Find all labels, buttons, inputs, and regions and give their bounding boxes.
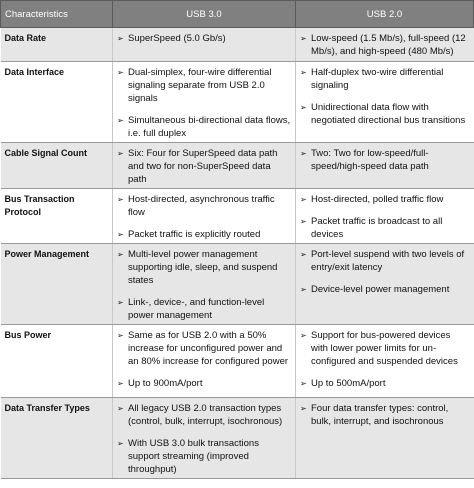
usb3-cell	[113, 244, 296, 325]
bullet-text: Low-speed (1.5 Mb/s), full-speed (12 Mb/s), and high-speed (480 Mb/s)	[311, 33, 466, 57]
table-row	[1, 189, 474, 244]
usb2-cell	[296, 244, 474, 325]
bullet-item	[117, 114, 291, 140]
bullet-text: Up to 500mA/port	[311, 378, 386, 389]
row-label: Bus Power	[1, 325, 113, 398]
arrow-bullet-icon: ➢	[300, 195, 307, 204]
bullet-item	[300, 248, 470, 274]
header-row	[1, 1, 474, 28]
usb2-cell	[296, 189, 474, 244]
usb2-cell	[296, 28, 474, 62]
arrow-bullet-icon: ➢	[117, 68, 124, 77]
table-row	[1, 62, 474, 143]
header-usb3: USB 3.0	[113, 1, 296, 28]
arrow-bullet-icon: ➢	[117, 149, 124, 158]
bullet-item	[117, 193, 291, 219]
table-row	[1, 244, 474, 325]
bullet-item	[300, 101, 470, 127]
arrow-bullet-icon: ➢	[117, 195, 124, 204]
bullet-text: Packet traffic is explicitly routed	[128, 229, 261, 240]
row-label: Bus Transaction Protocol	[1, 189, 113, 244]
bullet-item	[117, 66, 291, 105]
arrow-bullet-icon: ➢	[300, 34, 307, 43]
usb2-cell	[296, 398, 474, 479]
arrow-bullet-icon: ➢	[300, 149, 307, 158]
bullet-text: Port-level suspend with two levels of entry/exit latency	[311, 249, 465, 273]
arrow-bullet-icon: ➢	[117, 298, 124, 307]
arrow-bullet-icon: ➢	[300, 379, 307, 388]
bullet-item	[117, 248, 291, 287]
arrow-bullet-icon: ➢	[117, 404, 124, 413]
bullet-text: Host-directed, polled traffic flow	[311, 194, 444, 205]
bullet-item	[300, 283, 470, 296]
bullet-text: Four data transfer types: control, bulk, interrupt, and isochronous	[311, 403, 449, 427]
usb3-cell	[113, 398, 296, 479]
bullet-item	[117, 402, 291, 428]
arrow-bullet-icon: ➢	[117, 116, 124, 125]
arrow-bullet-icon: ➢	[117, 439, 124, 448]
table-row	[1, 28, 474, 62]
table-row	[1, 143, 474, 189]
bullet-text: Simultaneous bi-directional data flows, i.e. full duplex	[128, 115, 291, 139]
row-label: Power Management	[1, 244, 113, 325]
bullet-item	[300, 32, 470, 58]
bullet-text: Support for bus-powered devices with lower power limits for un-configured and suspended devices	[311, 330, 458, 367]
arrow-bullet-icon: ➢	[300, 103, 307, 112]
bullet-text: Link-, device-, and function-level power management	[128, 297, 265, 321]
bullet-item	[300, 147, 470, 173]
arrow-bullet-icon: ➢	[300, 404, 307, 413]
header-usb2: USB 2.0	[296, 1, 474, 28]
bullet-item	[117, 296, 291, 322]
bullet-item	[300, 193, 470, 206]
arrow-bullet-icon: ➢	[117, 379, 124, 388]
bullet-text: Same as for USB 2.0 with a 50% increase for unconfigured power and an 80% increase for configured power	[128, 330, 289, 367]
bullet-item	[300, 377, 470, 390]
row-label: Data Interface	[1, 62, 113, 143]
bullet-item	[117, 377, 291, 390]
arrow-bullet-icon: ➢	[300, 68, 307, 77]
usb3-cell	[113, 143, 296, 189]
bullet-text: Packet traffic is broadcast to all devices	[311, 216, 443, 240]
bullet-item	[117, 228, 291, 241]
bullet-item	[117, 147, 291, 186]
bullet-text: SuperSpeed (5.0 Gb/s)	[128, 33, 226, 44]
bullet-text: Device-level power management	[311, 284, 450, 295]
bullet-text: Unidirectional data flow with negotiated directional bus transitions	[311, 102, 466, 126]
bullet-text: Multi-level power management supporting idle, sleep, and suspend states	[128, 249, 278, 286]
bullet-item	[300, 66, 470, 92]
arrow-bullet-icon: ➢	[117, 250, 124, 259]
usb2-cell	[296, 325, 474, 398]
bullet-item	[300, 215, 470, 241]
row-label: Cable Signal Count	[1, 143, 113, 189]
bullet-item	[117, 437, 291, 476]
bullet-text: With USB 3.0 bulk transactions support streaming (improved throughput)	[128, 438, 259, 475]
usb3-cell	[113, 62, 296, 143]
bullet-item	[300, 402, 470, 428]
bullet-text: Six: Four for SuperSpeed data path and two for non-SuperSpeed data path	[128, 148, 278, 185]
header-characteristics: Characteristics	[1, 1, 113, 28]
bullet-text: Two: Two for low-speed/full-speed/high-speed data path	[311, 148, 429, 172]
arrow-bullet-icon: ➢	[300, 250, 307, 259]
arrow-bullet-icon: ➢	[300, 331, 307, 340]
usb3-cell	[113, 325, 296, 398]
table-row	[1, 325, 474, 398]
row-label: Data Rate	[1, 28, 113, 62]
arrow-bullet-icon: ➢	[117, 331, 124, 340]
bullet-text: Up to 900mA/port	[128, 378, 203, 389]
bullet-item	[300, 329, 470, 368]
bullet-item	[117, 329, 291, 368]
bullet-text: All legacy USB 2.0 transaction types (control, bulk, interrupt, isochronous)	[128, 403, 283, 427]
usb3-cell	[113, 28, 296, 62]
arrow-bullet-icon: ➢	[300, 217, 307, 226]
row-label: Data Transfer Types	[1, 398, 113, 479]
arrow-bullet-icon: ➢	[300, 285, 307, 294]
bullet-text: Half-duplex two-wire differential signaling	[311, 67, 444, 91]
arrow-bullet-icon: ➢	[117, 230, 124, 239]
usb3-cell	[113, 189, 296, 244]
bullet-item	[117, 32, 291, 45]
arrow-bullet-icon: ➢	[117, 34, 124, 43]
usb2-cell	[296, 62, 474, 143]
usb2-cell	[296, 143, 474, 189]
bullet-text: Dual-simplex, four-wire differential signaling separate from USB 2.0 signals	[128, 67, 272, 104]
bullet-text: Host-directed, asynchronous traffic flow	[128, 194, 275, 218]
table-row	[1, 398, 474, 479]
